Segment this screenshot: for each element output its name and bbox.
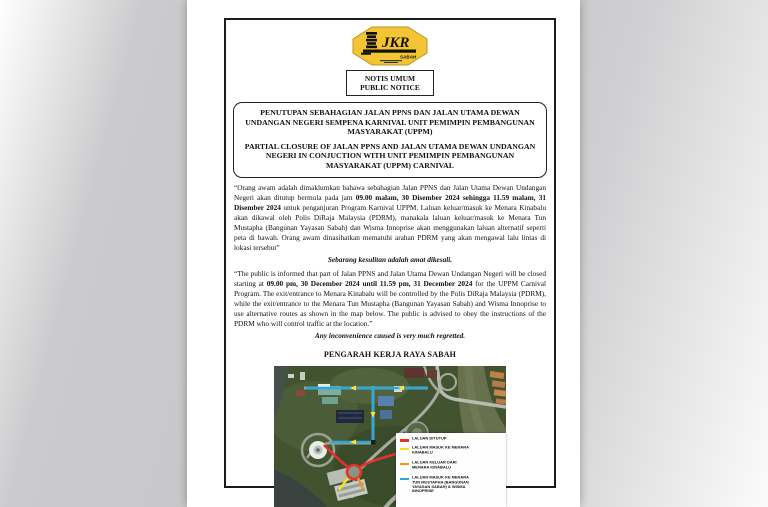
- legend-label: LALUAN MASUK KE MENARA KINABALU: [412, 445, 469, 455]
- legend-label: LALUAN KELUAR DARI MENARA KINABALU: [412, 460, 457, 470]
- svg-text:JKR: JKR: [382, 35, 410, 51]
- paragraph-malay-prefix: “Orang awam adalah dimaklumkan bahawa sebahagian Jalan PPNS dan Jalan Utama Dewan Undangan Negeri akan ditutup bermula pada jam: [234, 182, 546, 202]
- paragraph-malay-dates: 09.00 malam, 30 Disember 2024 sehingga 11.59 malam, 31 Disember 2024: [234, 192, 546, 212]
- paragraph-english-suffix: for the UPPM Carnival Program. The exit/entrance to Menara Kinabalu will be controlled by the Polis DiRaja Malaysia (PDRM), while the exit/entrance to the Menara Tun Mustapha (Bangunan Yayasan Sabah) and Wisma Innoprise to use alternative routes as shown in the map below. The public is advised to obey the instructions of the PDRM who will control traffic at the location.”: [234, 278, 546, 328]
- title-box: [233, 102, 547, 178]
- notice-header-line1: NOTIS UMUM: [364, 74, 416, 83]
- paragraph-english-dates: 09.00 pm, 30 December 2024 until 11.59 pm, 31 December 2024: [266, 278, 473, 288]
- title-malay: PENUTUPAN SEBAHAGIAN JALAN PPNS DAN JALAN UTAMA DEWAN UNDANGAN NEGERI SEMPENA KARNIVAL UNIT PEMIMPIN PEMBANGUNAN MASYARAKAT (UPPM): [245, 108, 535, 137]
- closing-english: Any inconvenience caused is very much regretted.: [314, 330, 466, 340]
- map-legend: [396, 433, 506, 507]
- notice-header-box: [346, 70, 434, 96]
- page-border-frame: [224, 18, 556, 494]
- legend-dash-yellow: [400, 448, 409, 451]
- jkr-logo-icon: [352, 26, 428, 66]
- title-english: PARTIAL CLOSURE OF JALAN PPNS AND JALAN UTAMA DEWAN UNDANGAN NEGERI IN CONJUCTION WITH UNIT PEMIMPIN PEMBANGUNAN MASYARAKAT (UPPM) CARNIVAL: [244, 141, 536, 170]
- closing-malay: Sebarang kesulitan adalah amat dikesali.: [327, 254, 453, 264]
- legend-item-exit-kinabalu: [400, 461, 504, 475]
- paragraph-malay: [234, 183, 546, 253]
- notice-header-line2: PUBLIC NOTICE: [360, 83, 420, 92]
- notice-page: [187, 0, 580, 507]
- road-closure-map: [274, 366, 506, 507]
- legend-dash-blue: [400, 478, 409, 481]
- legend-item-enter-kinabalu: [400, 446, 504, 460]
- legend-item-closed: [400, 437, 504, 444]
- legend-dash-red: [400, 439, 409, 442]
- legend-dash-orange: [400, 463, 409, 466]
- jkr-logo: [352, 26, 428, 66]
- paragraph-english: [234, 269, 546, 329]
- paragraph-english-prefix: “The public is informed that part of Jalan PPNS and Jalan Utama Dewan Undangan Negeri will be closed starting at: [234, 268, 546, 288]
- legend-label: LALUAN DITUTUP: [412, 437, 447, 442]
- legend-label: LALUAN MASUK KE MENARA TUN MUSTAPHA (BANGUNAN YAYASAN SABAH) & WISMA INNOPRISE: [412, 475, 469, 494]
- signature-line: PENGARAH KERJA RAYA SABAH: [323, 349, 457, 359]
- svg-text:SABAH: SABAH: [400, 54, 417, 60]
- legend-item-enter-mustapha: [400, 476, 504, 503]
- paragraph-malay-suffix: untuk penganjuran Program Karnival UPPM. Laluan keluar/masuk ke Menara Kinabalu akan dikawal oleh Polis DiRaja Malaysia (PDRM), manakala laluan keluar/masuk ke Menara Tun Mustapha (Bangunan Yayasan Sabah) dan Wisma Innoprise akan menggunakan laluan alternatif seperti peta di bawah. Orang awam dinasihatkan mematuhi arahan PDRM yang akan mengawal lalu lintas di lokasi tersebut”: [234, 202, 546, 252]
